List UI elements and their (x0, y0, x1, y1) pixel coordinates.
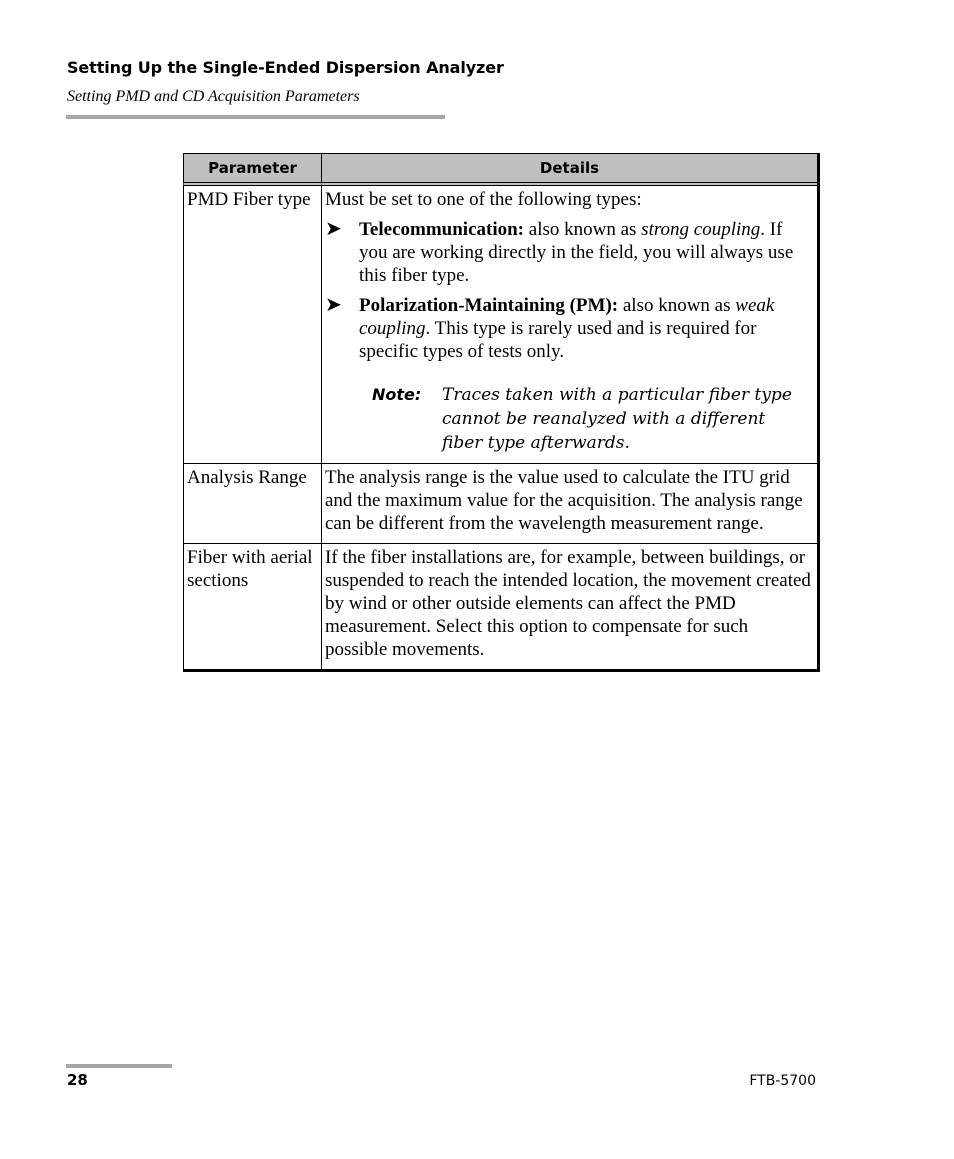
bullet-emphasis: strong coupling (641, 219, 761, 240)
list-item (325, 294, 811, 363)
bullet-post: . If you are working directly in the field, you will always use this fiber type. (359, 219, 794, 286)
details-intro: Must be set to one of the following types: (325, 189, 642, 210)
parameter-cell: Analysis Range (183, 464, 322, 544)
list-item (325, 218, 811, 287)
bullet-emphasis: weak coupling (359, 295, 775, 339)
table-header-row (183, 153, 817, 186)
chapter-title: Setting Up the Single-Ended Dispersion Analyzer (67, 58, 504, 77)
parameter-cell: Fiber with aerial sections (183, 544, 322, 669)
note-label: Note: (372, 385, 422, 404)
parameter-cell: PMD Fiber type (183, 186, 322, 464)
section-subtitle: Setting PMD and CD Acquisition Parameters (67, 88, 360, 105)
bullet-pre: also known as (618, 295, 736, 316)
page-number: 28 (67, 1071, 88, 1089)
column-header-details: Details (322, 153, 817, 186)
bullet-pre: also known as (524, 219, 642, 240)
table-row (183, 186, 817, 464)
arrow-bullet-icon: ➤ (325, 294, 342, 316)
bullet-text (359, 218, 811, 287)
page-header (67, 57, 667, 107)
parameter-table (183, 153, 820, 672)
footer-rule (66, 1064, 172, 1068)
details-cell: The analysis range is the value used to calculate the ITU grid and the maximum value for the acquisition. The analysis range can be different from the wavelength measurement range. (322, 464, 817, 544)
table-row (183, 544, 817, 669)
product-id: FTB-5700 (749, 1073, 816, 1089)
arrow-bullet-icon: ➤ (325, 218, 342, 240)
table-row (183, 464, 817, 544)
header-rule (66, 115, 445, 119)
details-cell: If the fiber installations are, for example, between buildings, or suspended to reach the intended location, the movement created by wind or other outside elements can affect the PMD measurement. Select this option to compensate for such possible movements. (325, 547, 811, 660)
bullet-text (359, 294, 811, 363)
bullet-post: . This type is rarely used and is required for specific types of tests only. (359, 318, 757, 362)
bullet-term: Polarization-Maintaining (PM): (359, 295, 619, 316)
column-header-parameter: Parameter (183, 153, 322, 186)
details-cell (322, 186, 817, 464)
bullet-term: Telecommunication: (359, 219, 525, 240)
note (372, 383, 811, 455)
note-text: Traces taken with a particular fiber type cannot be reanalyzed with a different fiber type afterwards. (442, 385, 792, 453)
